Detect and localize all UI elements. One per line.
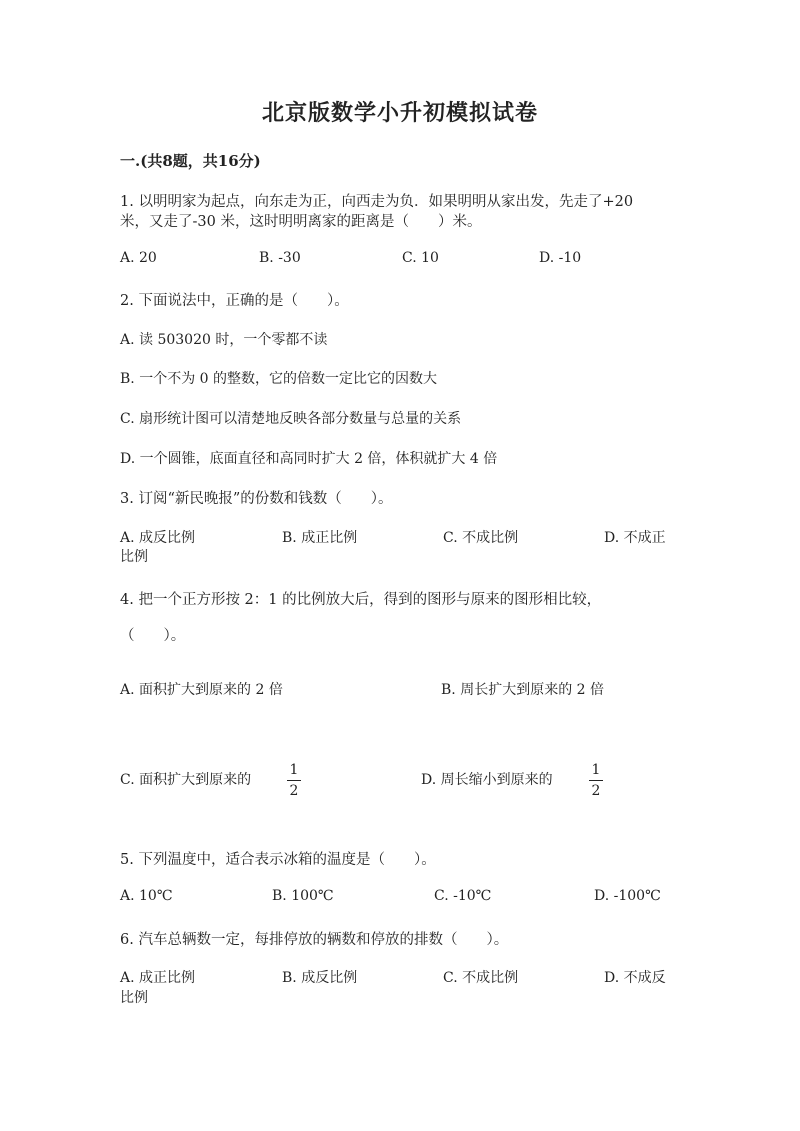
q3-option-c: C. 不成比例	[443, 530, 519, 546]
q4-stem-line1: 4. 把一个正方形按 2：1 的比例放大后，得到的图形与原来的图形相比较，	[120, 592, 602, 608]
q4-stem-line2: （ ）。	[120, 628, 186, 644]
fraction-denominator: 2	[591, 783, 601, 799]
q3-option-b: B. 成正比例	[282, 530, 358, 546]
q4-option-d-fraction	[589, 762, 603, 799]
q2-option-b: B. 一个不为 0 的整数，它的倍数一定比它的因数大	[120, 371, 437, 387]
q6-option-c: C. 不成比例	[443, 970, 519, 986]
q3-stem: 3. 订阅“新民晚报”的份数和钱数（ ）。	[120, 491, 393, 507]
q1-option-d: D. -10	[539, 250, 582, 266]
q4-option-d: D. 周长缩小到原来的	[421, 772, 553, 788]
q4-option-c: C. 面积扩大到原来的	[120, 772, 252, 788]
fraction-denominator: 2	[289, 783, 299, 799]
q5-stem: 5. 下列温度中，适合表示冰箱的温度是（ ）。	[120, 852, 436, 868]
q1-option-b: B. -30	[259, 250, 301, 266]
q5-option-c: C. -10℃	[434, 888, 492, 904]
section-heading: 一.(共8题，共16分)	[120, 152, 261, 170]
q5-option-b: B. 100℃	[272, 888, 334, 904]
fraction-numerator: 1	[289, 762, 299, 778]
q1-option-a: A. 20	[120, 250, 157, 266]
q1-stem-line1: 1. 以明明家为起点，向东走为正，向西走为负．如果明明从家出发，先走了+20	[120, 194, 634, 210]
q6-option-a: A. 成正比例	[120, 970, 196, 986]
q4-option-c-fraction	[287, 762, 301, 799]
q5-option-a: A. 10℃	[120, 888, 173, 904]
q2-stem: 2. 下面说法中，正确的是（ ）。	[120, 293, 349, 309]
q3-option-d: D. 不成正	[604, 530, 666, 546]
q1-stem-line2: 米，又走了-30 米，这时明明离家的距离是（ ）米。	[120, 214, 482, 230]
q6-option-b: B. 成反比例	[282, 970, 358, 986]
fraction-bar	[287, 780, 301, 781]
q5-option-d: D. -100℃	[594, 888, 661, 904]
q6-option-d-wrap: 比例	[120, 990, 148, 1006]
q3-option-d-wrap: 比例	[120, 549, 148, 565]
q6-stem: 6. 汽车总辆数一定，每排停放的辆数和停放的排数（ ）。	[120, 932, 509, 948]
q4-option-a: A. 面积扩大到原来的 2 倍	[120, 682, 283, 698]
q2-option-c: C. 扇形统计图可以清楚地反映各部分数量与总量的关系	[120, 411, 462, 427]
q6-option-d: D. 不成反	[604, 970, 666, 986]
q1-option-c: C. 10	[402, 250, 439, 266]
q4-option-b: B. 周长扩大到原来的 2 倍	[441, 682, 604, 698]
fraction-bar	[589, 780, 603, 781]
page-title: 北京版数学小升初模拟试卷	[261, 100, 538, 126]
q3-option-a: A. 成反比例	[120, 530, 196, 546]
q2-option-d: D. 一个圆锥，底面直径和高同时扩大 2 倍，体积就扩大 4 倍	[120, 451, 498, 467]
fraction-numerator: 1	[591, 762, 601, 778]
q2-option-a: A. 读 503020 时，一个零都不读	[120, 332, 328, 348]
